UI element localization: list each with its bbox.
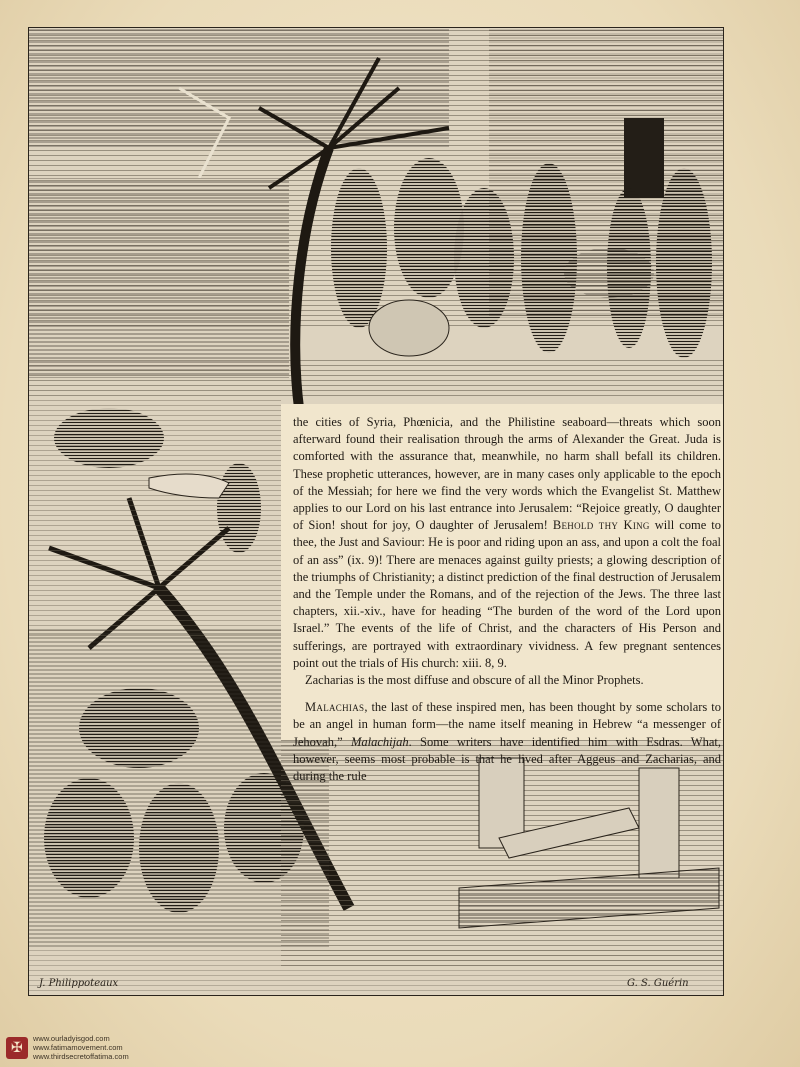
article-text	[281, 404, 724, 784]
marching-army	[29, 178, 289, 378]
watermark-line: www.thirdsecretoffatima.com	[33, 1052, 129, 1061]
engraver-signature: G. S. Guérin	[627, 978, 689, 989]
small-caps-phrase: Behold thy King	[552, 518, 650, 533]
watermark-line: www.ourladyisgod.com	[33, 1034, 110, 1043]
artist-signature: J. Philippoteaux	[39, 978, 119, 989]
italic-name: Malachijah	[350, 734, 409, 749]
goat	[369, 300, 449, 356]
paragraph: Zacharias is the most diffuse and obscure of all the Minor Prophets.	[305, 673, 644, 688]
donkey	[564, 248, 654, 298]
watermark-line: www.fatimamovement.com	[33, 1043, 123, 1052]
small-caps-name: Malachias	[305, 700, 365, 715]
watermark	[6, 1034, 129, 1061]
paragraph: the cities of Syria, Phœnicia, and the Philistine seaboard—threats which soon afterward found their realisation through the arms of Alexander the Great. Juda is comforted with the assurance that, meanwhile, no harm shall befall its children. These prophetic utterances, however, are in many cases only applicable to the epoch of the Messiah; for here we find the very words which the Evangelist St. Matthew applies to our Lord on his last entrance into Jerusalem: “Rejoice greatly, O daughter of Sion! shout for joy, O daughter of Jerusalem! Behold thy King will come to thee, the Just and Saviour: He is poor and riding upon an ass, and upon a colt the foal of an ass” (ix. 9)! There are menaces against guilty priests; a glowing description of the triumphs of Christianity; a distinct prediction of the final destruction of Jerusalem and the Temple under the Romans, and of the rejection of the Jews. The three last chapters, xii.-xiv., have for heading “The burden of the word of the Lord upon Israel.” The events of the life of Christ, and the characters of His Person and sufferings, are portrayed with extraordinary vividness. A few pregnant sentences point out the trials of His church: xiii. 8, 9.	[293, 415, 722, 670]
seal-icon: ✠	[6, 1037, 28, 1059]
bull	[54, 408, 164, 468]
doorway	[624, 118, 664, 198]
engraving-frame	[28, 27, 724, 996]
paragraph: Malachias, the last of these inspired men, has been thought by some scholars to be an angel in human form—the name itself meaning in Hebrew “a messenger of Jehovah,” Malachijah. Some writers have identified him with Esdras. What, however, seems most probable is that he lived after Aggeus and Zacharias, and during the rule	[293, 700, 721, 784]
